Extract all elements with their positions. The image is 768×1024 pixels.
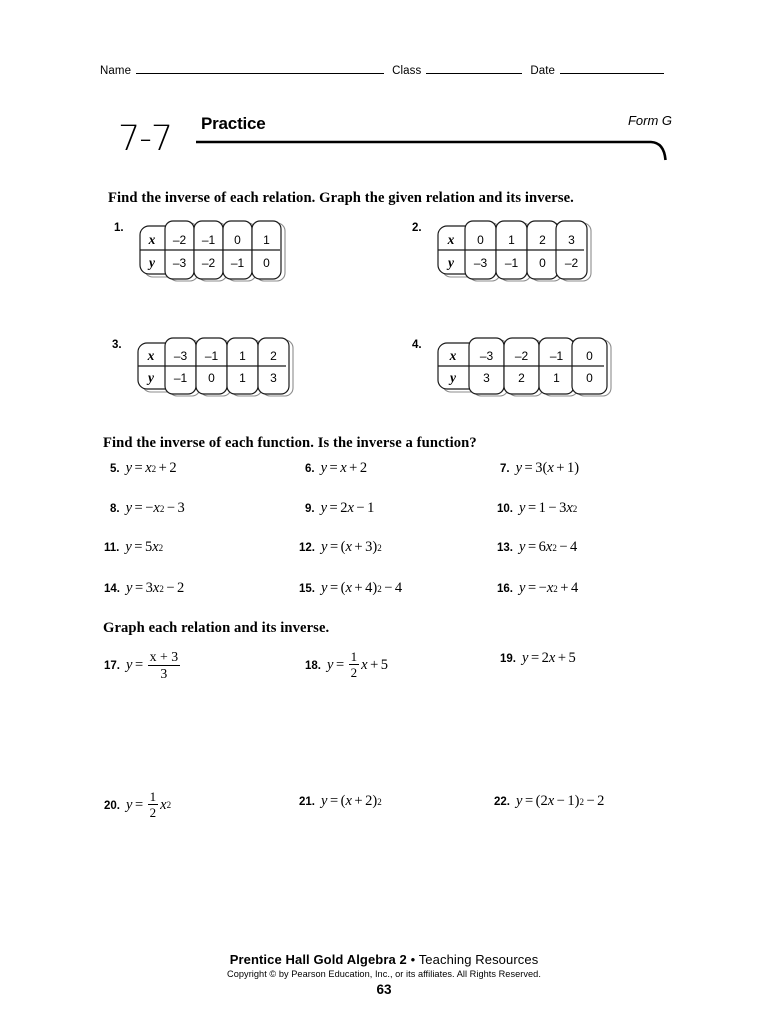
problem-20 — [104, 790, 171, 820]
problem-number: 19. — [500, 653, 516, 665]
header-rule — [196, 138, 668, 162]
fraction-numerator: 1 — [350, 648, 358, 664]
problem-number: 1. — [114, 222, 124, 234]
problem-equation: y = $\frac{x + 3}{3}$ — [126, 648, 179, 681]
instruction-relations: Find the inverse of each relation. Graph the given relation and its inverse. — [108, 190, 574, 206]
fraction-numerator: x + 3 — [149, 648, 179, 664]
cell-y-0: –1 — [173, 371, 188, 385]
problem-number: 15. — [299, 583, 315, 595]
problem-number: 13. — [497, 542, 513, 554]
table-graphic — [134, 337, 294, 399]
cell-y-2: –1 — [230, 256, 245, 270]
footer-separator: • — [406, 952, 419, 967]
cell-x-1: –1 — [201, 233, 216, 247]
problem-equation: y = 2 x + 5 — [522, 650, 576, 666]
cell-y-0: –3 — [473, 256, 488, 270]
cell-y-2: 1 — [239, 371, 246, 385]
cell-x-0: –3 — [479, 349, 494, 363]
problem-15 — [299, 580, 402, 597]
cell-y-0: –3 — [172, 256, 187, 270]
problem-number: 18. — [305, 659, 321, 672]
problem-5 — [110, 460, 177, 477]
problem-equation: y = $\frac{1}{2}$ x + 5 — [327, 648, 388, 680]
cell-y-3: 0 — [263, 256, 270, 270]
cell-x-3: 1 — [263, 233, 270, 247]
problem-number: 20. — [104, 799, 120, 812]
problem-number: 2. — [412, 222, 422, 234]
page-footer — [0, 952, 768, 997]
problem-equation: y = $\frac{1}{2}$ x 2 — [126, 788, 172, 820]
problem-22 — [494, 793, 604, 810]
table-graphic — [434, 220, 592, 284]
problem-equation: y = ( x + 4) 2 − 4 — [321, 580, 403, 596]
problem-number: 12. — [299, 542, 315, 554]
problem-number: 21. — [299, 796, 315, 808]
problem-number: 4. — [412, 339, 422, 351]
footer-copyright: Copyright © by Pearson Education, Inc., or its affiliates. All Rights Reserved. — [227, 969, 541, 979]
cell-x-2: 2 — [539, 233, 546, 247]
problem-equation: y = (2 x − 1) 2 − 2 — [516, 793, 605, 809]
cell-y-3: –2 — [564, 256, 579, 270]
student-info-line — [100, 62, 670, 77]
problem-number: 22. — [494, 796, 510, 808]
cell-y-2: 1 — [553, 371, 560, 385]
cell-x-3: 2 — [270, 349, 277, 363]
problem-equation: y = 3 x 2 − 2 — [126, 580, 185, 596]
problem-equation: y = 5 x 2 — [125, 539, 164, 555]
row-label-y: y — [149, 255, 155, 270]
cell-x-1: –1 — [204, 349, 219, 363]
table-graphic — [434, 337, 612, 399]
fraction-denominator: 2 — [149, 804, 157, 820]
problem-8 — [110, 500, 185, 517]
row-label-x: x — [449, 348, 457, 363]
row-label-x: x — [147, 348, 155, 363]
problem-13 — [497, 539, 577, 556]
cell-x-1: 1 — [508, 233, 515, 247]
graphing-workspace[interactable] — [100, 690, 670, 780]
fraction — [148, 790, 159, 820]
problem-21 — [299, 793, 382, 810]
footer-resource: Teaching Resources — [418, 952, 539, 967]
cell-x-0: –2 — [172, 233, 187, 247]
problem-equation: y = ( x + 2) 2 — [321, 793, 382, 809]
name-label: Name — [100, 65, 132, 77]
cell-x-3: 3 — [568, 233, 575, 247]
problem-number: 17. — [104, 660, 120, 673]
footer-brand-line — [0, 952, 768, 967]
problem-12 — [299, 539, 382, 556]
problem-equation: y = − x 2 + 4 — [519, 580, 579, 596]
cell-y-1: 2 — [518, 371, 525, 385]
fraction — [349, 650, 360, 680]
cell-y-1: 0 — [208, 371, 215, 385]
footer-brand: Prentice Hall Gold Algebra 2 — [229, 952, 407, 967]
cell-y-3: 3 — [270, 371, 277, 385]
row-label-y: y — [450, 370, 456, 385]
cell-y-2: 0 — [539, 256, 546, 270]
problem-6 — [305, 460, 367, 477]
name-blank[interactable] — [136, 62, 384, 74]
date-label: Date — [530, 65, 556, 77]
problem-10 — [497, 500, 577, 517]
row-label-x: x — [447, 232, 455, 247]
problem-number: 16. — [497, 583, 513, 595]
problem-17 — [104, 650, 182, 682]
problem-9 — [305, 500, 374, 517]
row-label-x: x — [148, 232, 156, 247]
problem-19 — [500, 650, 576, 667]
row-label-y: y — [448, 255, 454, 270]
fraction-denominator: 3 — [160, 665, 168, 681]
problem-equation: y = 3( x + 1) — [515, 460, 580, 476]
problem-equation: y = ( x + 3) 2 — [321, 539, 382, 555]
cell-y-0: 3 — [483, 371, 490, 385]
lesson-number: 7-7 — [118, 119, 173, 159]
problem-number: 11. — [104, 542, 120, 554]
problem-14 — [104, 580, 184, 597]
row-label-y: y — [148, 370, 154, 385]
problem-number: 7. — [500, 463, 510, 475]
problem-equation: y = 2 x − 1 — [320, 500, 375, 516]
cell-y-1: –1 — [504, 256, 519, 270]
graphing-workspace-2[interactable] — [100, 830, 670, 935]
problem-18 — [305, 650, 388, 680]
problem-number: 3. — [112, 339, 122, 351]
problem-equation: y = 6 x 2 − 4 — [519, 539, 578, 555]
cell-x-2: –1 — [549, 349, 564, 363]
problem-equation: y = x 2 + 2 — [125, 460, 177, 476]
class-label: Class — [392, 65, 422, 77]
problem-equation: y = 1 − 3 x 2 — [519, 500, 578, 516]
cell-y-3: 0 — [586, 371, 593, 385]
problem-number: 6. — [305, 463, 315, 475]
form-label: Form G — [627, 113, 672, 128]
table-graphic — [136, 220, 286, 284]
instruction-graphing: Graph each relation and its inverse. — [103, 620, 330, 636]
page-title: Practice — [201, 114, 266, 133]
problem-equation: y = − x 2 − 3 — [125, 500, 185, 516]
problem-number: 9. — [305, 503, 315, 515]
fraction-denominator: 2 — [350, 664, 358, 680]
date-blank[interactable] — [560, 62, 664, 74]
fraction-numerator: 1 — [149, 788, 157, 804]
instruction-functions: Find the inverse of each function. Is the inverse a function? — [103, 435, 477, 451]
problem-number: 14. — [104, 583, 120, 595]
problem-11 — [104, 539, 163, 556]
class-blank[interactable] — [426, 62, 522, 74]
page-number: 63 — [376, 982, 392, 997]
cell-x-0: –3 — [173, 349, 188, 363]
problem-number: 5. — [110, 463, 120, 475]
problem-number: 10. — [497, 503, 513, 515]
fraction — [148, 650, 180, 682]
cell-x-2: 1 — [239, 349, 246, 363]
cell-x-3: 0 — [586, 349, 593, 363]
cell-x-0: 0 — [477, 233, 484, 247]
problem-equation: y = x + 2 — [320, 460, 368, 476]
cell-x-1: –2 — [514, 349, 529, 363]
cell-y-1: –2 — [201, 256, 216, 270]
problem-number: 8. — [110, 503, 120, 515]
cell-x-2: 0 — [234, 233, 241, 247]
problem-16 — [497, 580, 578, 597]
problem-7 — [500, 460, 579, 477]
